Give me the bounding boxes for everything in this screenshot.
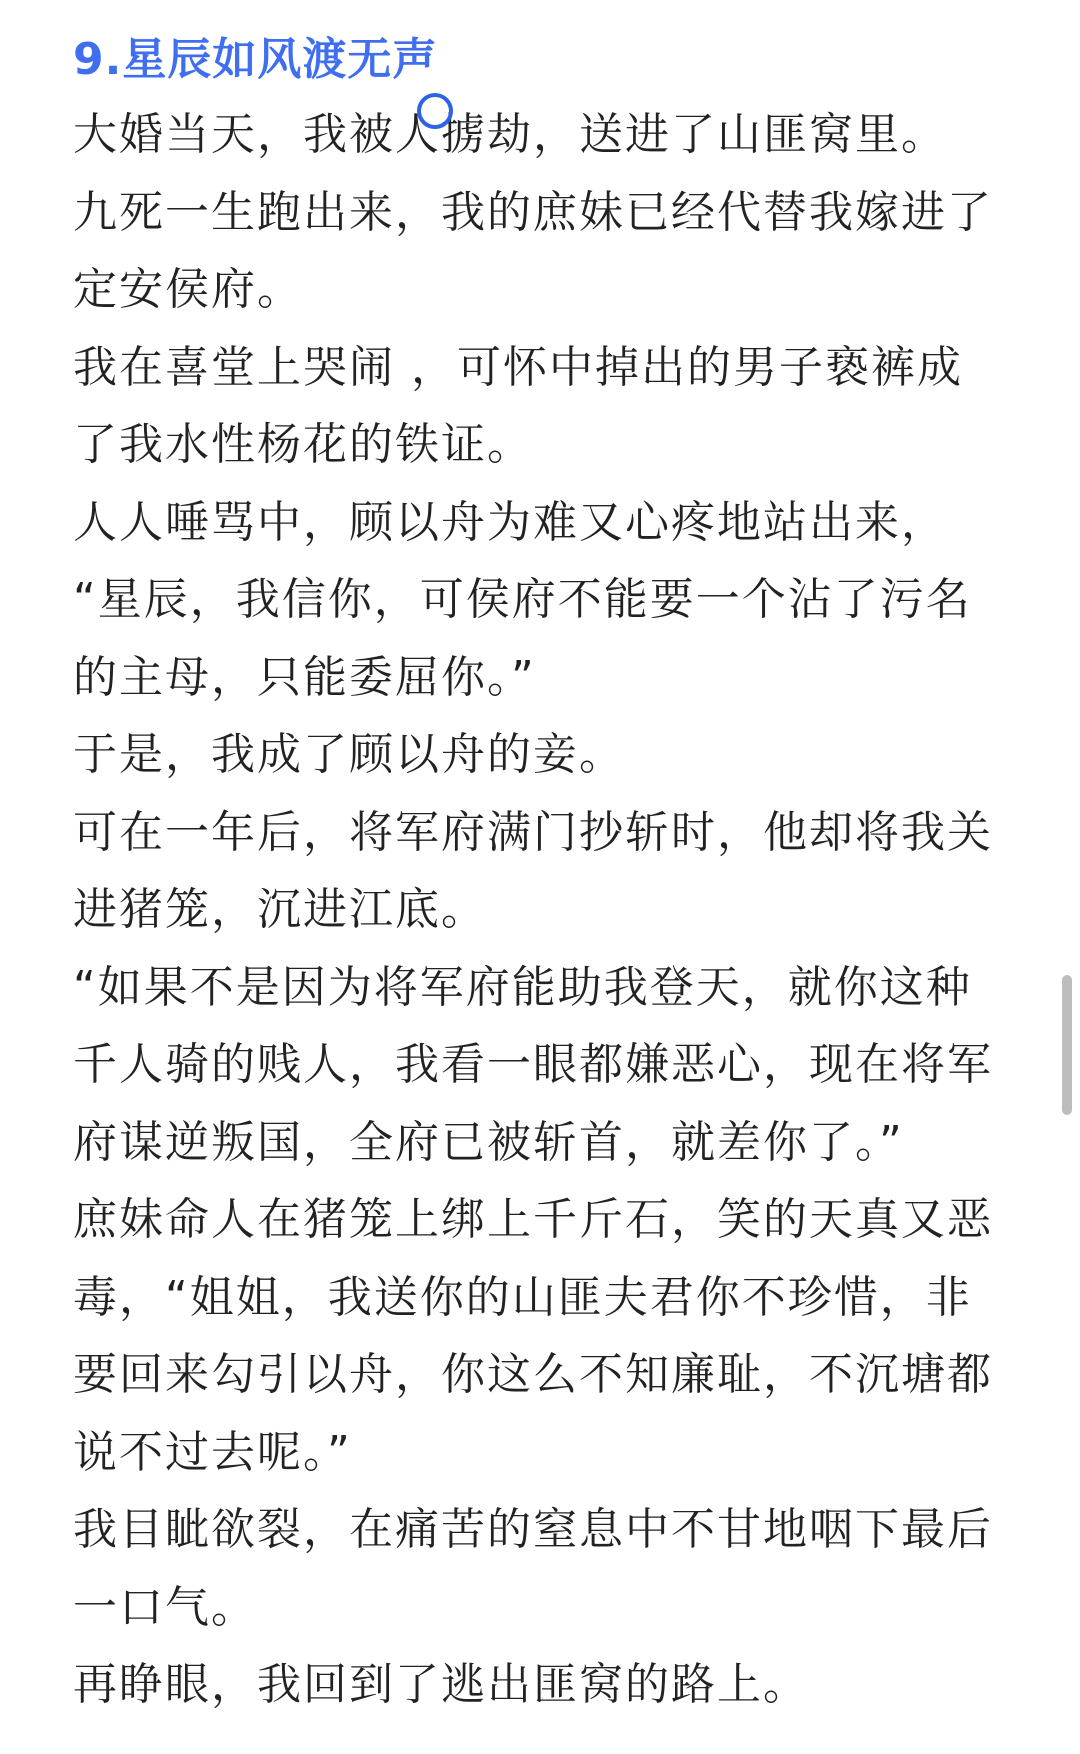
paragraph: “星辰，我信你，可侯府不能要一个沾了污名的主母，只能委屈你。”: [73, 574, 972, 703]
paragraph: 再睁眼，我回到了逃出匪窝的路上。: [73, 1659, 809, 1710]
scrollbar-thumb[interactable]: [1062, 975, 1072, 1115]
paragraph: 于是，我成了顾以舟的妾。: [73, 729, 625, 780]
touch-indicator-icon: [417, 93, 453, 129]
paragraph: “如果不是因为将军府能助我登天，就你这种千人骑的贱人，我看一眼都嫌恶心，现在将军府谋逆叛国，全府已被斩首，就差你了。”: [73, 961, 993, 1168]
paragraph: 庶妹命人在猪笼上绑上千斤石，笑的天真又恶毒，“姐姐，我送你的山匪夫君你不珍惜，非要回来勾引以舟，你这么不知廉耻，不沉塘都说不过去呢。”: [73, 1194, 993, 1478]
paragraph: 大婚当天，我被人掳劫，送进了山匪窝里。: [73, 109, 947, 160]
article-title: 9.星辰如风渡无声: [73, 34, 438, 85]
paragraph: 我目眦欲裂，在痛苦的窒息中不甘地咽下最后一口气。: [73, 1504, 993, 1633]
paragraph: 我在喜堂上哭闹 ，可怀中掉出的男子亵裤成了我水性杨花的铁证。: [73, 341, 963, 470]
paragraph: 可在一年后，将军府满门抄斩时，他却将我关进猪笼，沉进江底。: [73, 806, 993, 935]
article-body: [73, 96, 1000, 1724]
paragraph: 九死一生跑出来，我的庶妹已经代替我嫁进了定安侯府。: [73, 186, 993, 315]
paragraph: 人人唾骂中，顾以舟为难又心疼地站出来，: [73, 496, 947, 548]
